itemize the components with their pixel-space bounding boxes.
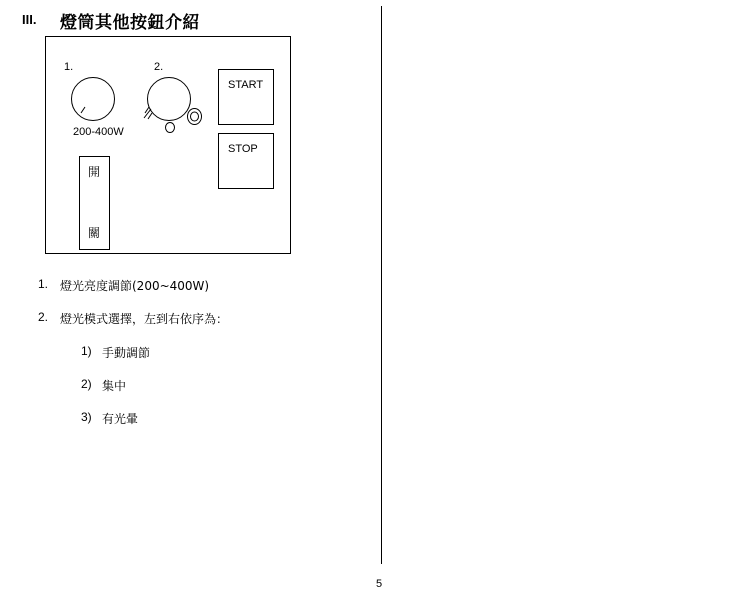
stop-button-label: STOP [228, 143, 258, 155]
power-switch [79, 156, 110, 250]
manual-mode-icon [140, 103, 156, 121]
start-button-label: START [228, 79, 264, 91]
stop-button [218, 133, 274, 189]
sublist-item-text: 手動調節 [102, 346, 151, 360]
page-number: 5 [376, 578, 383, 590]
brightness-range-label: 200-400W [73, 126, 124, 138]
start-button [218, 69, 274, 125]
list-item-text: 燈光模式選擇，左到右依序為： [60, 312, 229, 326]
sublist-item [81, 377, 281, 393]
sublist-item-number: 2) [81, 377, 92, 391]
sublist-item-text: 有光暈 [102, 412, 139, 426]
list-item [38, 277, 368, 293]
list-item-number: 2. [38, 310, 49, 324]
knob-2-number: 2. [154, 61, 164, 73]
switch-off-label: 關 [88, 226, 101, 240]
list-item-number: 1. [38, 277, 49, 291]
knob-pointer-icon [72, 78, 114, 120]
list-item [38, 310, 368, 326]
sublist-item [81, 344, 281, 360]
control-panel-diagram [45, 36, 291, 254]
section-title: 燈筒其他按鈕介紹 [60, 13, 200, 33]
focus-mode-icon [164, 121, 176, 134]
list-item-text: 燈光亮度調節(200~400W) [60, 279, 210, 293]
column-divider [381, 6, 382, 564]
halo-mode-icon [186, 107, 203, 126]
sublist-item-number: 3) [81, 410, 92, 424]
switch-on-label: 開 [88, 165, 101, 179]
sublist-item [81, 410, 281, 426]
knob-1-number: 1. [64, 61, 74, 73]
sublist-item-number: 1) [81, 344, 92, 358]
section-number: III. [22, 12, 37, 27]
sublist-item-text: 集中 [102, 379, 127, 393]
brightness-knob [71, 77, 115, 121]
